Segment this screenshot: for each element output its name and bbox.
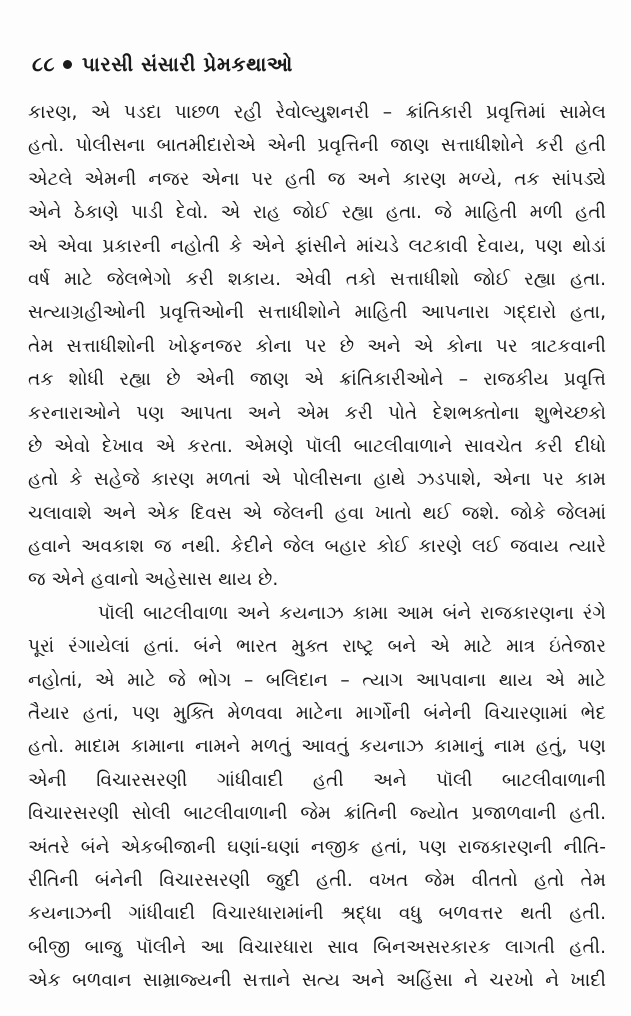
text-line: કારણ, એ પડદા પાછળ રહી રેવોલ્યુશનરી – ક્રાંતિકારી પ્રવૃત્તિમાં સામેલ [28,102,606,123]
text-line: તક શોધી રહ્યા છે એની જાણ એ ક્રાંતિકારીઓને – રાજકીય પ્રવૃત્તિ [28,369,606,391]
text-line: વર્ષ માટે જેલભેગો કરી શકાય. એવી તકો સત્તાધીશો જોઈ રહ્યા હતા. [28,268,606,290]
paragraphs [28,96,606,998]
text-line: ચલાવાશે અને એક દિવસ એ જેલની હવા ખાતો થઈ જશે. જોકે જેલમાં [28,502,606,524]
text-line: તેમ સત્તાધીશોની ખોફનજર કોના પર છે અને એ કોના પર ત્રાટકવાની [28,335,606,357]
book-title: પારસી સંસારી પ્રેમકથાઓ [82,52,293,76]
text-line: પૉલી બાટલીવાળા અને કયનાઝ કામા આમ બંને રાજકારણના રંગે [98,602,606,624]
text-line: એની વિચારસરણી ગાંધીવાદી હતી અને પૉલી બાટલીવાળાની [28,769,606,791]
page-header [32,46,592,82]
paragraph [28,96,606,597]
text-line: પૂરાં રંગાયેલાં હતાં. બંને ભારત મુક્ત રાષ્ટ્ર બને એ માટે માત્ર ઇંતેજાર [28,636,606,658]
text-line: હતો. પોલીસના બાતમીદારોએ એની પ્રવૃત્તિની જાણ સત્તાધીશોને કરી હતી [28,135,606,157]
text-line: અંતરે બંને એકબીજાની ઘણાં-ઘણાં નજીક હતાં, પણ રાજકારણની નીતિ- [28,836,606,858]
text-line: જ એને હવાનો અહેસાસ થાય છે. [28,569,279,591]
text-line: એ એવા પ્રકારની નહોતી કે એને ફાંસીને માંચડે લટકાવી દેવાય, પણ થોડાં [28,235,606,257]
page-number: ૮૮ [32,52,55,76]
paragraph [28,597,606,998]
text-line: છે એવો દેખાવ એ કરતા. એમણે પૉલી બાટલીવાળાને સાવચેત કરી દીધો [28,435,606,457]
text-line: હતો કે સહેજે કારણ મળતાં એ પોલીસના હાથે ઝડપાશે, એના પર કામ [28,469,606,491]
text-line: રીતિની બંનેની વિચારસરણી જુદી હતી. વખત જેમ વીતતો હતો તેમ [28,869,606,891]
text-line: એટલે એમની નજર એના પર હતી જ અને કારણ મળ્યે, તક સાંપડ્યે [28,168,606,190]
text-line: બીજી બાજુ પૉલીને આ વિચારધારા સાવ બિનઅસરકારક લાગતી હતી. [28,936,606,958]
bullet-icon [63,60,72,69]
text-line: એને ઠેકાણે પાડી દેવો. એ રાહ જોઈ રહ્યા હતા. જે માહિતી મળી હતી [28,202,606,224]
page-body [28,96,606,998]
text-line: તૈયાર હતાં, પણ મુક્તિ મેળવવા માટેના માર્ગોની બંનેની વિચારણામાં ભેદ [28,703,606,725]
text-line: એક બળવાન સામ્રાજ્યની સત્તાને સત્ય અને અહિંસા ને ચરખો ને ખાદી [28,970,606,992]
text-line: હવાને અવકાશ જ નથી. કેદીને જેલ બહાર કોઈ કારણે લઈ જવાય ત્યારે [28,536,606,558]
text-line: નહોતાં, એ માટે જે ભોગ – બલિદાન – ત્યાગ આપવાના થાય એ માટે [28,669,606,691]
text-line: કરનારાઓને પણ આપતા અને એમ કરી પોતે દેશભક્તોના શુભેચ્છકો [28,402,606,424]
text-line: કયનાઝની ગાંધીવાદી વિચારધારામાંની શ્રદ્ધા વધુ બળવત્તર થતી હતી. [28,903,606,925]
text-line: સત્યાગ્રહીઓની પ્રવૃત્તિઓની સત્તાધીશોને માહિતી આપનારા ગદ્દારો હતા, [28,302,606,324]
text-line: હતો. માદામ કામાના નામને મળતું આવતું કયનાઝ કામાનું નામ હતું, પણ [28,736,606,758]
text-line: વિચારસરણી સોલી બાટલીવાળાની જેમ ક્રાંતિની જ્યોત પ્રજાળવાની હતી. [28,803,606,825]
